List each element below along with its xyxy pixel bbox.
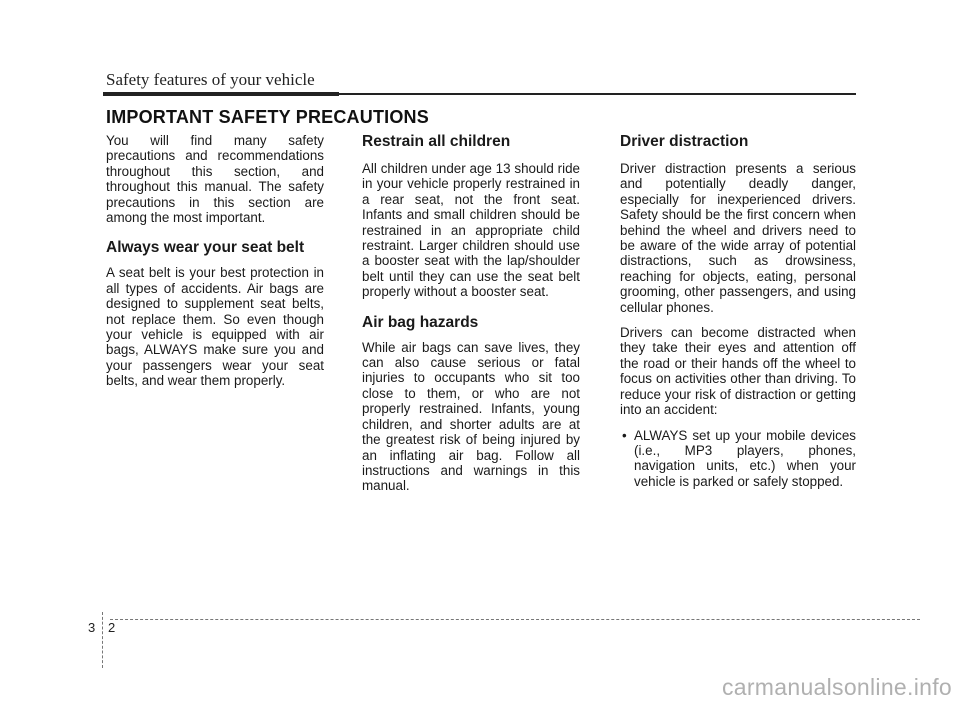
bullet-dot-icon: •	[622, 427, 627, 443]
header-rule-thick	[103, 92, 339, 96]
seatbelt-heading: Always wear your seat belt	[106, 239, 305, 257]
page-number: 2	[108, 620, 116, 635]
header-rule-thin	[339, 93, 856, 95]
children-heading: Restrain all children	[362, 133, 511, 150]
column-3	[620, 133, 856, 489]
section-title: IMPORTANT SAFETY PRECAUTIONS	[106, 107, 429, 127]
chapter-number: 3	[88, 620, 96, 635]
column-2	[362, 133, 580, 504]
running-header: Safety features of your vehicle	[106, 70, 315, 89]
distraction-heading: Driver distraction	[620, 133, 749, 150]
list-item	[620, 428, 856, 490]
bullet-text: ALWAYS set up your mobile devices (i.e., MP3 players, phones, navigation units, etc.) when your vehicle is parked or safely stopped.	[634, 427, 856, 489]
distraction-paragraph-2: Drivers can become distracted when they take their eyes and attention off the road or their hands off the wheel to focus on activities other than driving. To reduce your risk of distraction or getting into an accident:	[620, 325, 856, 418]
footer-rule	[110, 619, 920, 620]
distraction-paragraph-1: Driver distraction presents a serious and potentially deadly danger, especially for inexperienced drivers. Safety should be the first concern when behind the wheel and drivers need to be aware of the wide array of potential distractions, such as drowsiness, reaching for objects, eating, personal grooming, other passengers, and using cellular phones.	[620, 161, 856, 315]
airbag-paragraph: While air bags can save lives, they can also cause serious or fatal injuries to occupants who sit too close to them, or who are not properly restrained. Infants, young children, and shorter adults are at the greatest risk of being injured by an inflating air bag. Follow all instructions and warnings in this manual.	[362, 339, 580, 494]
airbag-heading: Air bag hazards	[362, 313, 479, 331]
column-1	[106, 133, 324, 399]
intro-paragraph: You will find many safety precautions and recommendations throughout this section, and throughout this manual. The safety precautions in this section are among the most important.	[106, 133, 324, 226]
footer-divider	[102, 612, 103, 668]
children-paragraph: All children under age 13 should ride in your vehicle properly restrained in a rear seat, not the front seat. Infants and small children should be restrained in an appropriate child restraint. Larger children should use a booster seat with the lap/shoulder belt until they can use the seat belt properly without a booster seat.	[362, 161, 580, 300]
seatbelt-paragraph: A seat belt is your best protection in all types of accidents. Air bags are designed to supplement seat belts, not replace them. So even though your vehicle is equipped with air bags, ALWAYS make sure you and your passengers wear your seat belts, and wear them properly.	[106, 265, 324, 389]
watermark: carmanualsonline.info	[721, 674, 952, 700]
